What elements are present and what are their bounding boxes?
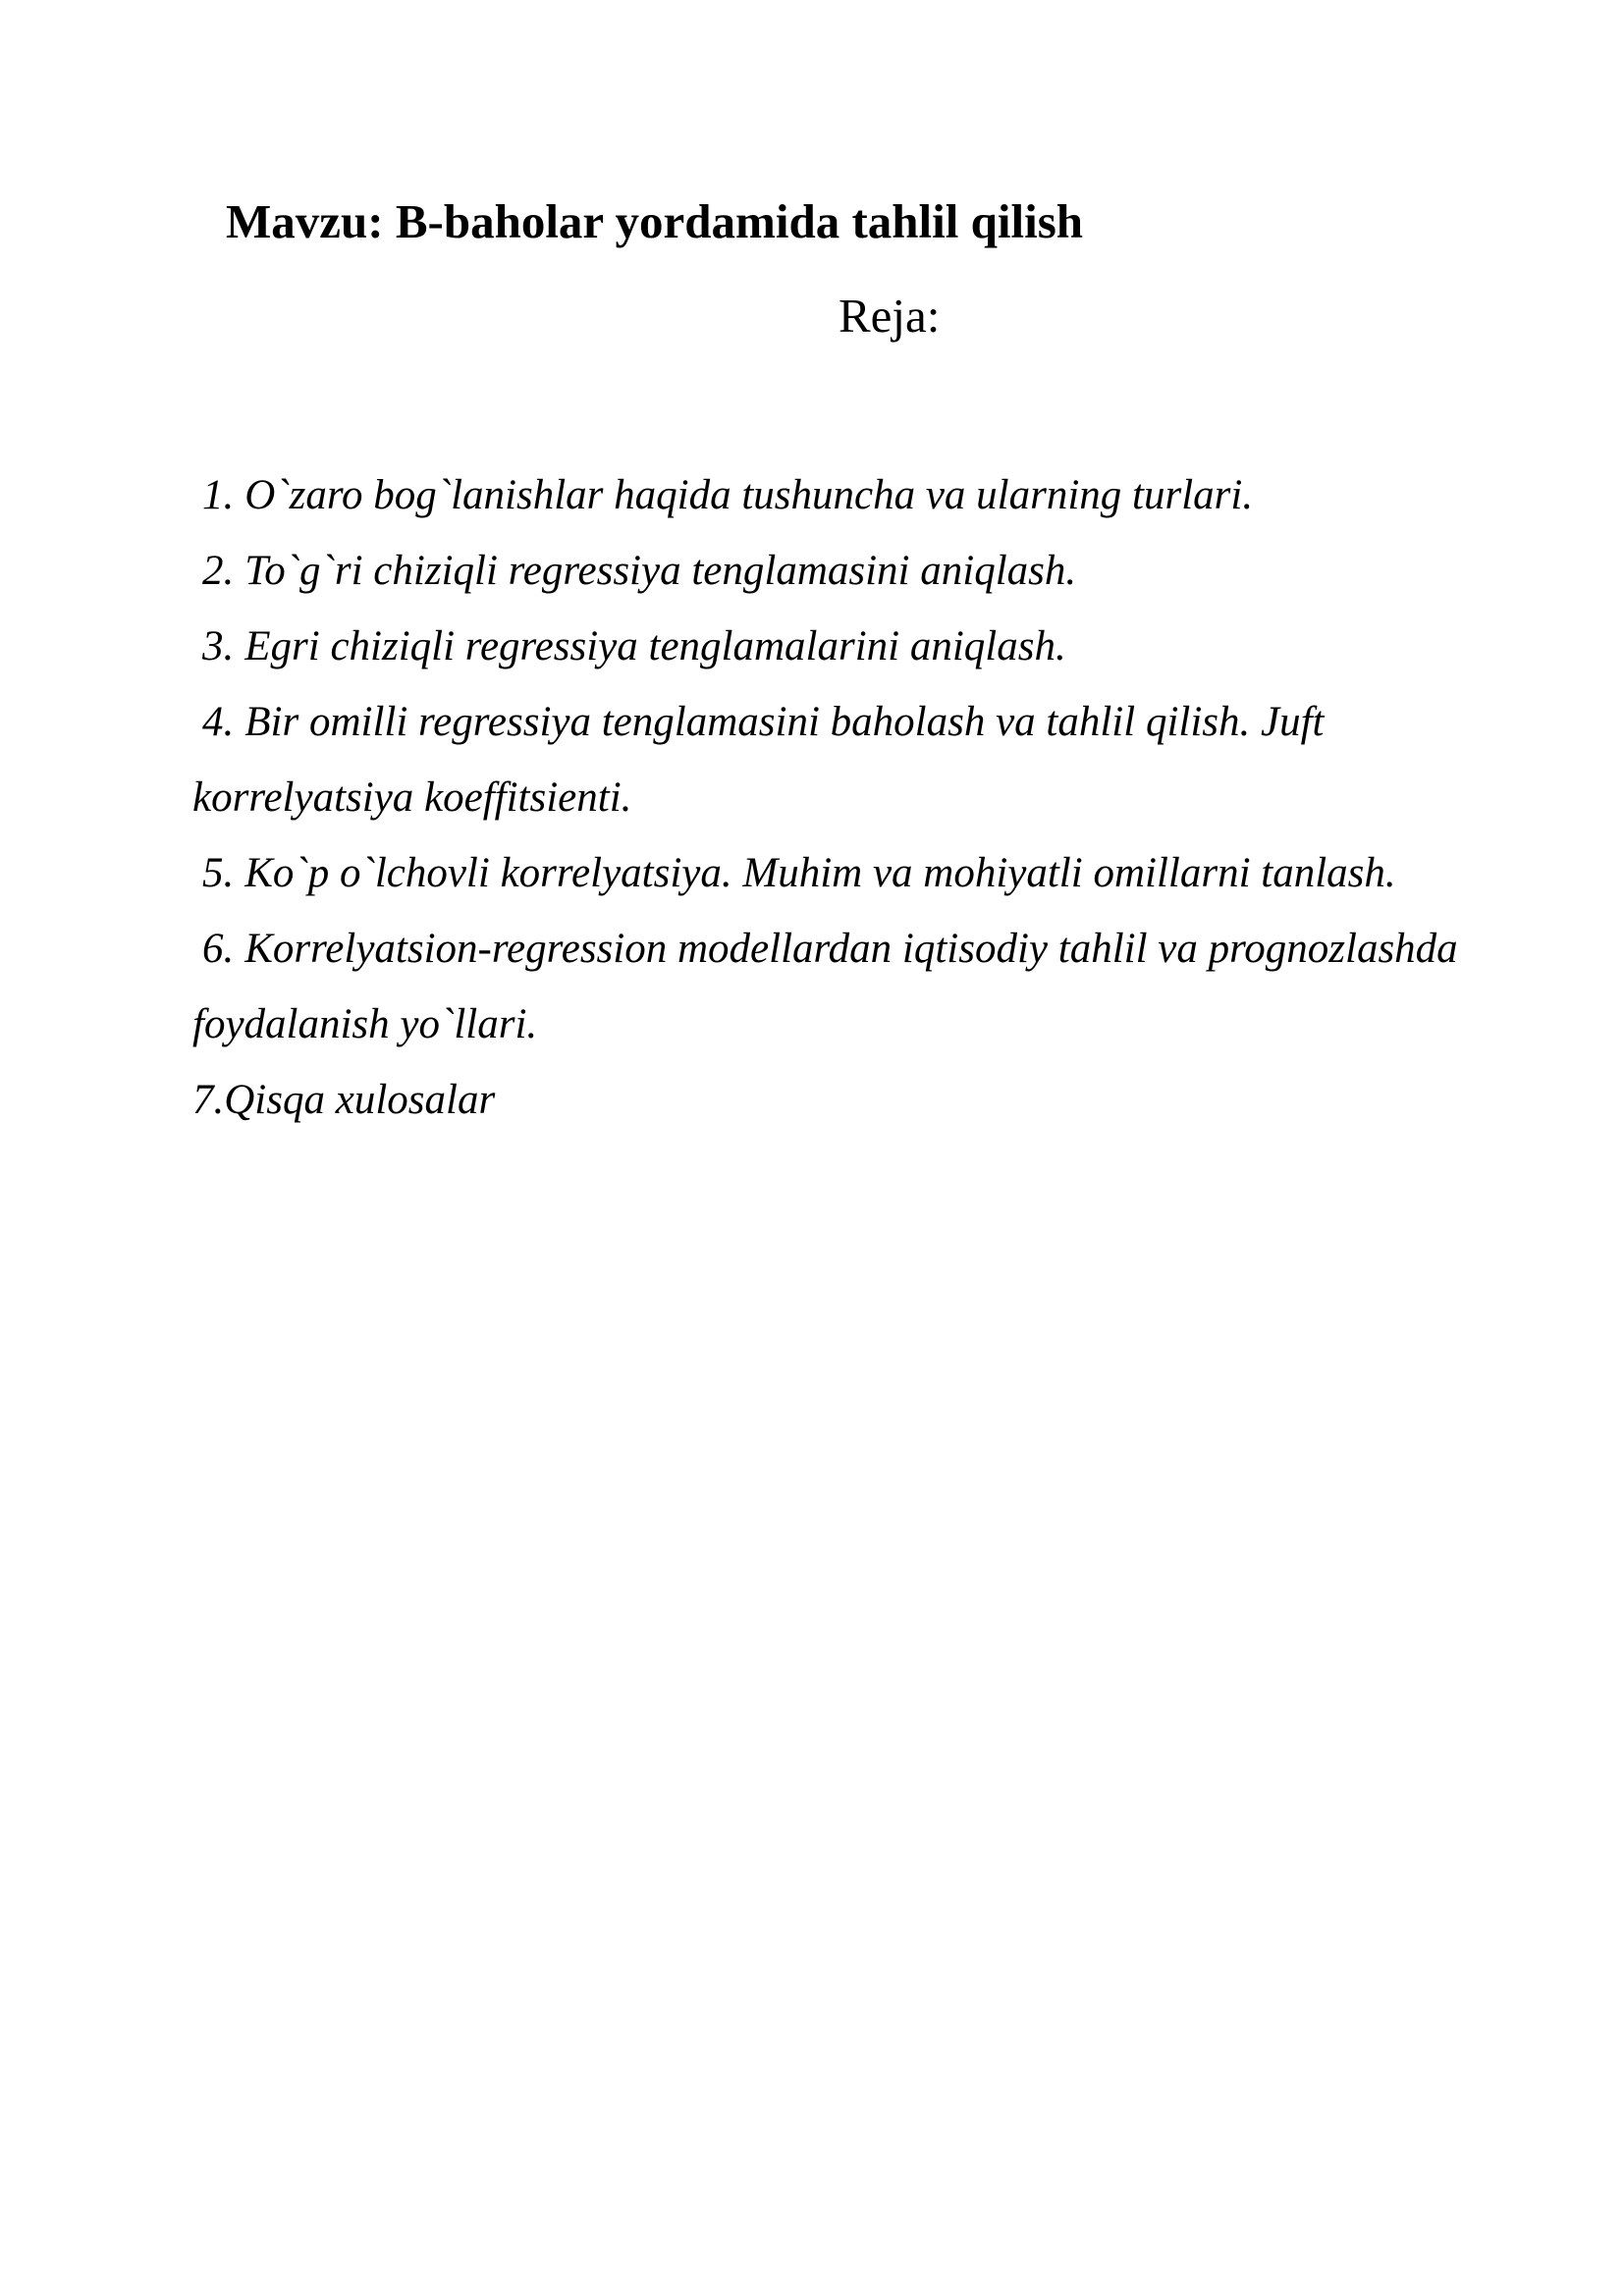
- plan-item-number: 2.: [202, 548, 235, 594]
- plan-item-text: Egri chiziqli regressiya tenglamalarini aniqlash.: [244, 623, 1066, 669]
- plan-item-text: O`zaro bog`lanishlar haqida tushuncha va ularning turlari.: [244, 472, 1254, 518]
- plan-item-number: 6.: [202, 926, 235, 972]
- plan-item-number: 4.: [202, 699, 235, 745]
- plan-item-number: 5.: [202, 850, 235, 896]
- plan-item-text: Korrelyatsion-regression modellardan iqtisodiy tahlil va prognozlashda foydalanish yo`llari.: [192, 926, 1458, 1047]
- plan-item-6: [192, 911, 1547, 1062]
- plan-item-text: To`g`ri chiziqli regressiya tenglamasini aniqlash.: [244, 548, 1077, 594]
- plan-item-text: Bir omilli regressiya tenglamasini baholash va tahlil qilish. Juft korrelyatsiya koeffitsienti.: [192, 699, 1325, 821]
- plan-item-7: [192, 1062, 1547, 1138]
- plan-item-2: [192, 533, 1547, 609]
- plan-item-number: 3.: [202, 623, 235, 669]
- plan-item-5: [192, 835, 1547, 911]
- plan-item-text: Ko`p o`lchovli korrelyatsiya. Muhim va mohiyatli omillarni tanlash.: [244, 850, 1396, 896]
- plan-item-number: 1.: [202, 472, 235, 518]
- plan-item-number: 7.: [192, 1077, 225, 1123]
- plan-item-4: [192, 684, 1547, 835]
- plan-item-1: [192, 457, 1547, 533]
- plan-item-3: [192, 609, 1547, 684]
- plan-item-text: Qisqa xulosalar: [224, 1077, 496, 1123]
- document-title: Mavzu: B-baholar yordamida tahlil qilish: [226, 194, 1084, 248]
- plan-list: [192, 457, 1547, 1138]
- plan-heading: Reja:: [839, 289, 941, 343]
